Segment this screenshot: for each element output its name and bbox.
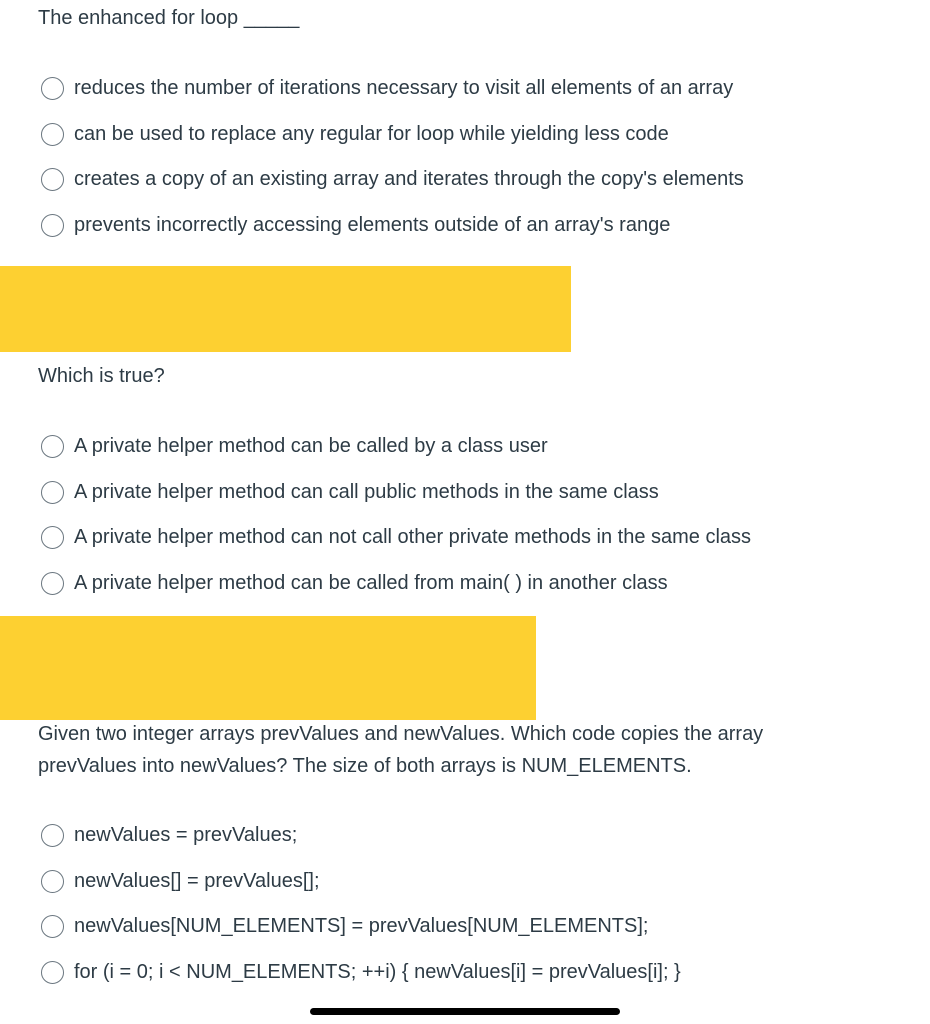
option-label: newValues[NUM_ELEMENTS] = prevValues[NUM_ELEMENTS]; xyxy=(74,915,649,938)
option-label: A private helper method can call public methods in the same class xyxy=(74,480,659,503)
radio-button[interactable] xyxy=(41,435,64,458)
redaction-block xyxy=(0,266,571,352)
radio-button[interactable] xyxy=(41,481,64,504)
option-label: A private helper method can not call other private methods in the same class xyxy=(74,526,752,549)
radio-button[interactable] xyxy=(41,526,64,549)
option-label: creates a copy of an existing array and iterates through the copy's elements xyxy=(74,168,744,191)
question-3-prompt-line-1: Given two integer arrays prevValues and newValues. Which code copies the array xyxy=(38,723,764,745)
question-3-option-1[interactable] xyxy=(41,813,681,859)
option-label: newValues = prevValues; xyxy=(74,824,298,847)
radio-button[interactable] xyxy=(41,123,64,146)
radio-button[interactable] xyxy=(41,961,64,984)
option-label: can be used to replace any regular for loop while yielding less code xyxy=(74,122,669,145)
question-2-option-4[interactable] xyxy=(41,561,751,607)
question-3-option-4[interactable] xyxy=(41,950,681,996)
radio-button[interactable] xyxy=(41,168,64,191)
question-1-option-3[interactable] xyxy=(41,157,744,203)
question-2-option-2[interactable] xyxy=(41,470,751,516)
option-label: prevents incorrectly accessing elements outside of an array's range xyxy=(74,213,671,236)
question-2-option-3[interactable] xyxy=(41,515,751,561)
option-label: reduces the number of iterations necessary to visit all elements of an array xyxy=(74,77,734,100)
option-label: newValues[] = prevValues[]; xyxy=(74,869,320,892)
question-1-option-2[interactable] xyxy=(41,112,744,158)
question-1-option-1[interactable] xyxy=(41,66,744,112)
question-3-option-2[interactable] xyxy=(41,859,681,905)
radio-button[interactable] xyxy=(41,824,64,847)
question-2-prompt: Which is true? xyxy=(38,365,165,387)
home-indicator[interactable] xyxy=(310,1008,620,1015)
redaction-block xyxy=(0,616,536,720)
option-label: A private helper method can be called from main( ) in another class xyxy=(74,571,668,594)
radio-button[interactable] xyxy=(41,915,64,938)
question-2-option-1[interactable] xyxy=(41,424,751,470)
option-label: A private helper method can be called by a class user xyxy=(74,435,548,458)
radio-button[interactable] xyxy=(41,214,64,237)
radio-button[interactable] xyxy=(41,77,64,100)
question-1-prompt: The enhanced for loop _____ xyxy=(38,7,300,29)
question-2-answers xyxy=(41,424,751,606)
question-3-answers xyxy=(41,813,681,995)
option-label: for (i = 0; i < NUM_ELEMENTS; ++i) { newValues[i] = prevValues[i]; } xyxy=(74,960,681,983)
radio-button[interactable] xyxy=(41,572,64,595)
radio-button[interactable] xyxy=(41,870,64,893)
question-3-option-3[interactable] xyxy=(41,904,681,950)
question-1-option-4[interactable] xyxy=(41,203,744,249)
question-1-answers xyxy=(41,66,744,248)
question-3-prompt-line-2: prevValues into newValues? The size of both arrays is NUM_ELEMENTS. xyxy=(38,755,692,777)
